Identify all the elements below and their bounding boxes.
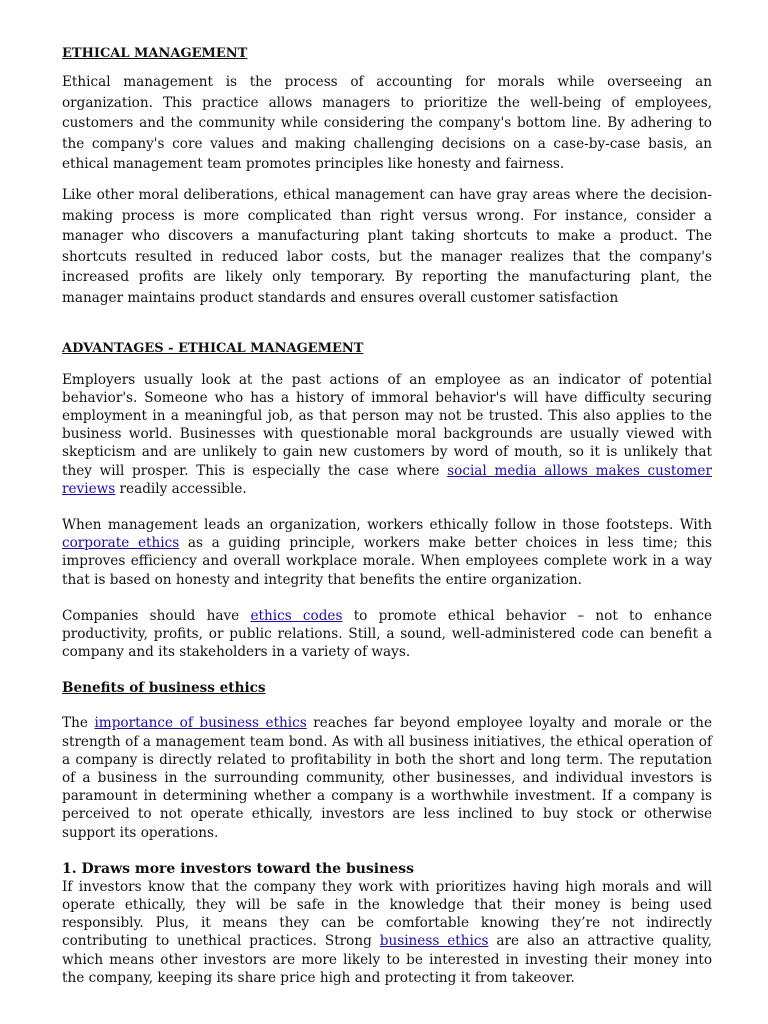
document-page xyxy=(62,44,712,987)
heading-ethical-management: ETHICAL MANAGEMENT xyxy=(62,46,248,61)
paragraph-investors xyxy=(62,878,712,987)
paragraph-text: to promote ethical behavior – not to enhance productivity, profits, or public relations. Still, a sound, well-administered code can benefit a company and its stakeholders in a variety of ways. xyxy=(62,607,713,661)
heading-advantages: ADVANTAGES - ETHICAL MANAGEMENT xyxy=(62,340,364,356)
paragraph-ethics-codes xyxy=(62,607,712,662)
paragraph-text: If investors know that the company they work with prioritizes having high morals and will operate ethically, they will be safe in the knowledge that their money is being used responsibly. Plus, it means they can be comfortable knowing they’re not indirectly contributing to unethical practices. Strong xyxy=(62,878,712,950)
link-social-media-reviews[interactable]: social media allows makes customer reviews xyxy=(62,462,712,497)
paragraph-text: Companies should have xyxy=(62,607,251,624)
heading-draws-investors: 1. Draws more investors toward the business xyxy=(62,860,414,877)
paragraph-text: When management leads an organization, workers ethically follow in those footsteps. With xyxy=(62,516,712,533)
link-importance-business-ethics[interactable]: importance of business ethics xyxy=(94,715,307,732)
paragraph-text: as a guiding principle, workers make better choices in less time; this improves efficiency and overall workplace morale. When employees complete work in a way that is based on honesty and integrity that benefits the entire organization. xyxy=(62,535,712,588)
heading-benefits: Benefits of business ethics xyxy=(62,680,266,697)
paragraph-importance xyxy=(62,714,712,841)
paragraph-definition: Ethical management is the process of accounting for morals while overseeing an organization. This practice allows managers to prioritize the well-being of employees, customers and the community while considering the company's bottom line. By adhering to the company's core values and making challenging decisions on a case-by-case basis, an ethical management team promotes principles like honesty and fairness. xyxy=(62,74,712,173)
link-corporate-ethics[interactable]: corporate ethics xyxy=(62,535,180,552)
paragraph-text: The xyxy=(62,715,95,732)
paragraph-employers xyxy=(62,371,712,498)
paragraph-text: reaches far beyond employee loyalty and morale or the strength of a management team bond. As with all business initiatives, the ethical operation of a company is directly related to profitability in both the short and long term. The reputation of a business in the surrounding community, other businesses, and individual investors is paramount in determining whether a company is a worthwhile investment. If a company is perceived to not operate ethically, investors are less inclined to buy stock or otherwise support its operations. xyxy=(62,715,712,841)
paragraph-text: Employers usually look at the past actions of an employee as an indicator of potential behavior's. Someone who has a history of immoral behavior's will have difficulty securing employment in a meaningful job, as that person may not be trusted. This also applies to the business world. Businesses with questionable moral backgrounds are usually viewed with skepticism and are unlikely to gain new customers by word of mouth, so it is unlikely that they will prosper. This is especially the case where xyxy=(62,371,712,479)
paragraph-gray-areas: Like other moral deliberations, ethical management can have gray areas where the decision-making process is more complicated than right versus wrong. For instance, consider a manager who discovers a manufacturing plant taking shortcuts to make a product. The shortcuts resulted in reduced labor costs, but the manager realizes that the company's increased profits are likely only temporary. By reporting the manufacturing plant, the manager maintains product standards and ensures overall customer satisfaction xyxy=(62,186,712,306)
paragraph-text: are also an attractive quality, which means other investors are more likely to be interested in investing their money into the company, keeping its share price high and protecting it from takeover. xyxy=(62,933,713,986)
link-business-ethics[interactable]: business ethics xyxy=(379,933,489,950)
link-ethics-codes[interactable]: ethics codes xyxy=(250,607,343,624)
paragraph-management-leads xyxy=(62,516,712,589)
paragraph-text: readily accessible. xyxy=(115,480,247,497)
